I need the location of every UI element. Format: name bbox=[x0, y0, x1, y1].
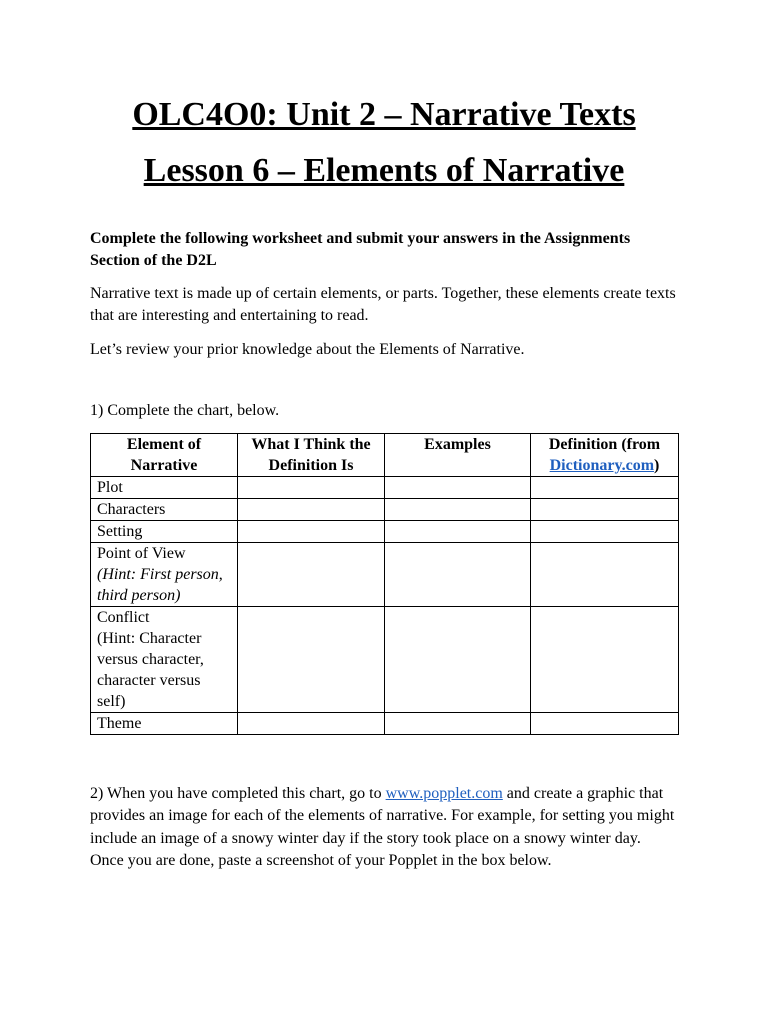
page-title-lesson: Lesson 6 – Elements of Narrative bbox=[143, 152, 625, 189]
answer-cell-examples[interactable] bbox=[385, 713, 531, 735]
question-2-suffix: and create a graphic that provides an image for each of the elements of narrative. For example, for setting you might include an image of a snowy winter day if the story took place on a snowy winter day. Once you are done, paste a screenshot of your Popplet in the box below. bbox=[90, 785, 675, 870]
instructions-text: Complete the following worksheet and submit your answers in the Assignments Section of the D2L bbox=[90, 230, 631, 269]
row-element-conflict bbox=[91, 607, 238, 713]
row-element-hint: (Hint: Character versus character, character versus self) bbox=[97, 630, 204, 710]
header-definition-prefix: Definition (from bbox=[548, 436, 661, 453]
table-row bbox=[91, 521, 679, 543]
table-row bbox=[91, 713, 679, 735]
dictionary-link[interactable]: Dictionary.com bbox=[549, 457, 655, 474]
answer-cell-examples[interactable] bbox=[385, 543, 531, 607]
table-row bbox=[91, 499, 679, 521]
answer-cell-examples[interactable] bbox=[385, 477, 531, 499]
answer-cell-dictionary[interactable] bbox=[531, 499, 679, 521]
table-header-row bbox=[91, 434, 679, 477]
question-1-text: 1) Complete the chart, below. bbox=[90, 402, 280, 419]
header-definition bbox=[531, 434, 679, 477]
answer-cell-dictionary[interactable] bbox=[531, 607, 679, 713]
intro-paragraph: Narrative text is made up of certain elements, or parts. Together, these elements create texts that are interesting and entertaining to read. bbox=[90, 285, 676, 324]
row-element-characters: Characters bbox=[91, 499, 238, 521]
question-2-prefix: 2) When you have completed this chart, go to bbox=[90, 785, 386, 802]
elements-chart-table bbox=[90, 433, 679, 735]
table-row bbox=[91, 477, 679, 499]
answer-cell-definition[interactable] bbox=[238, 499, 385, 521]
page-title-unit: OLC4O0: Unit 2 – Narrative Texts bbox=[132, 96, 636, 133]
row-element-label: Conflict bbox=[97, 609, 150, 626]
row-element-plot: Plot bbox=[91, 477, 238, 499]
answer-cell-dictionary[interactable] bbox=[531, 477, 679, 499]
row-element-label: Point of View bbox=[97, 545, 186, 562]
answer-cell-definition[interactable] bbox=[238, 713, 385, 735]
answer-cell-examples[interactable] bbox=[385, 607, 531, 713]
row-element-setting: Setting bbox=[91, 521, 238, 543]
row-element-hint: (Hint: First person, third person) bbox=[97, 566, 223, 604]
answer-cell-definition[interactable] bbox=[238, 607, 385, 713]
answer-cell-definition[interactable] bbox=[238, 521, 385, 543]
header-examples: Examples bbox=[385, 434, 531, 477]
answer-cell-definition[interactable] bbox=[238, 543, 385, 607]
answer-cell-examples[interactable] bbox=[385, 521, 531, 543]
table-row bbox=[91, 607, 679, 713]
table-row bbox=[91, 543, 679, 607]
header-definition-suffix: ) bbox=[654, 457, 660, 474]
row-element-point-of-view bbox=[91, 543, 238, 607]
header-element: Element of Narrative bbox=[91, 434, 238, 477]
popplet-link[interactable]: www.popplet.com bbox=[385, 785, 503, 802]
question-2-text bbox=[90, 783, 678, 873]
answer-cell-dictionary[interactable] bbox=[531, 521, 679, 543]
answer-cell-dictionary[interactable] bbox=[531, 713, 679, 735]
answer-cell-examples[interactable] bbox=[385, 499, 531, 521]
header-what-i-think: What I Think the Definition Is bbox=[238, 434, 385, 477]
row-element-theme: Theme bbox=[91, 713, 238, 735]
answer-cell-dictionary[interactable] bbox=[531, 543, 679, 607]
answer-cell-definition[interactable] bbox=[238, 477, 385, 499]
review-paragraph: Let’s review your prior knowledge about the Elements of Narrative. bbox=[90, 341, 525, 358]
